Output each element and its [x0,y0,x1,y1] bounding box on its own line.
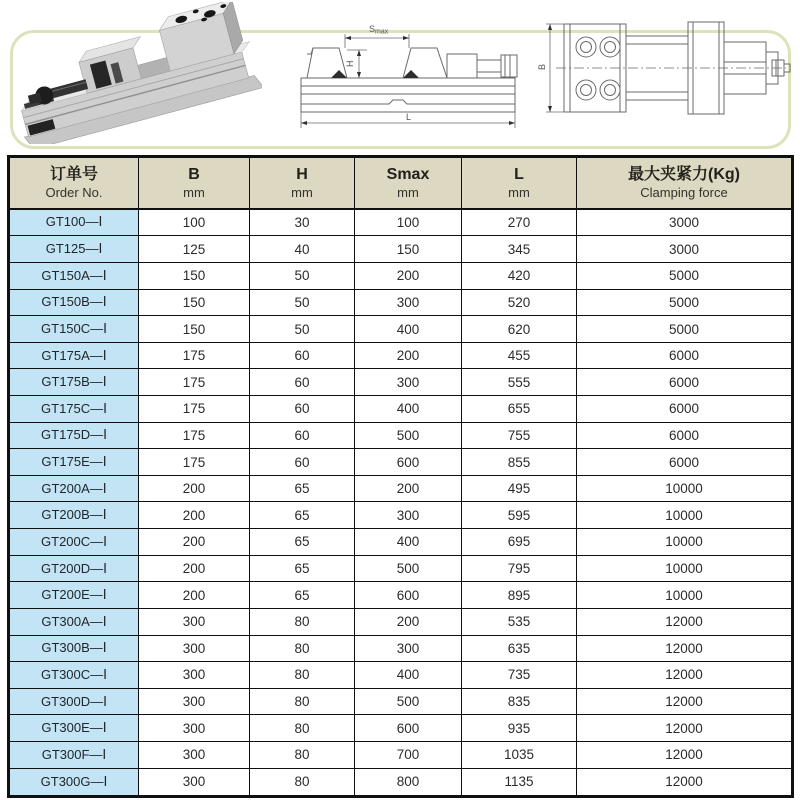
b-cell: 200 [139,529,250,556]
b-dim-label: B [537,63,547,70]
l-cell: 835 [462,688,577,715]
order-no-cell: GT175E—Ⅰ [9,449,139,476]
table-row [9,662,793,689]
l-cell: 695 [462,529,577,556]
table-row [9,529,793,556]
clamping-force-cell: 10000 [577,555,793,582]
smax-cell: 400 [355,662,462,689]
l-cell: 895 [462,582,577,609]
h-cell: 60 [250,449,355,476]
l-cell: 520 [462,289,577,316]
order-no-cell: GT200D—Ⅰ [9,555,139,582]
col-title: B [188,165,200,183]
b-cell: 175 [139,449,250,476]
smax-cell: 150 [355,236,462,263]
smax-cell: 400 [355,396,462,423]
h-cell: 80 [250,608,355,635]
order-no-cell: GT300A—Ⅰ [9,608,139,635]
table-row [9,635,793,662]
h-cell: 30 [250,209,355,236]
clamping-force-cell: 5000 [577,316,793,343]
b-cell: 100 [139,209,250,236]
table-row [9,715,793,742]
spec-table [7,155,794,798]
smax-cell: 300 [355,369,462,396]
top-view-drawing [536,14,792,138]
clamping-force-cell: 12000 [577,662,793,689]
table-row [9,608,793,635]
table-row [9,236,793,263]
col-header-smax [355,157,462,209]
table-row [9,555,793,582]
l-cell: 635 [462,635,577,662]
smax-cell: 200 [355,608,462,635]
col-subtitle: mm [508,184,530,200]
clamping-force-cell: 6000 [577,422,793,449]
clamping-force-cell: 12000 [577,768,793,796]
b-cell: 200 [139,475,250,502]
l-cell: 345 [462,236,577,263]
clamping-force-cell: 5000 [577,289,793,316]
col-subtitle: mm [291,184,313,200]
spec-table-body [9,209,793,797]
clamping-force-cell: 5000 [577,263,793,290]
table-row [9,316,793,343]
l-cell: 555 [462,369,577,396]
b-cell: 300 [139,635,250,662]
b-cell: 300 [139,768,250,796]
h-dim-label: H [345,60,355,67]
h-cell: 65 [250,502,355,529]
smax-cell: 600 [355,582,462,609]
col-subtitle: Clamping force [640,184,728,200]
h-cell: 80 [250,635,355,662]
smax-cell: 200 [355,342,462,369]
order-no-cell: GT300D—Ⅰ [9,688,139,715]
table-row [9,449,793,476]
smax-cell: 400 [355,316,462,343]
table-row [9,209,793,236]
b-cell: 175 [139,396,250,423]
h-cell: 65 [250,529,355,556]
smax-cell: 600 [355,449,462,476]
clamping-force-cell: 6000 [577,342,793,369]
b-cell: 300 [139,608,250,635]
smax-cell: 600 [355,715,462,742]
b-cell: 150 [139,263,250,290]
b-cell: 175 [139,369,250,396]
clamping-force-cell: 12000 [577,741,793,768]
h-cell: 50 [250,316,355,343]
smax-cell: 300 [355,502,462,529]
col-header-order-no [9,157,139,209]
table-row [9,688,793,715]
l-cell: 495 [462,475,577,502]
table-row [9,289,793,316]
order-no-cell: GT150B—Ⅰ [9,289,139,316]
clamping-force-cell: 10000 [577,475,793,502]
order-no-cell: GT175A—Ⅰ [9,342,139,369]
h-cell: 65 [250,475,355,502]
col-subtitle: mm [397,184,419,200]
h-cell: 65 [250,555,355,582]
col-title: H [296,165,308,183]
clamping-force-cell: 10000 [577,502,793,529]
h-cell: 80 [250,768,355,796]
order-no-cell: GT175C—Ⅰ [9,396,139,423]
b-cell: 300 [139,688,250,715]
col-header-clamping-force [577,157,793,209]
clamping-force-cell: 12000 [577,608,793,635]
smax-cell: 300 [355,289,462,316]
col-title: 订单号 [49,165,98,183]
b-cell: 300 [139,715,250,742]
smax-cell: 500 [355,688,462,715]
h-cell: 80 [250,715,355,742]
clamping-force-cell: 10000 [577,582,793,609]
h-cell: 50 [250,263,355,290]
clamping-force-cell: 12000 [577,688,793,715]
smax-cell: 300 [355,635,462,662]
col-title: 最大夹紧力(Kg) [628,165,740,183]
order-no-cell: GT200A—Ⅰ [9,475,139,502]
b-cell: 150 [139,316,250,343]
col-subtitle: Order No. [45,184,103,200]
table-row [9,342,793,369]
clamping-force-cell: 12000 [577,715,793,742]
b-cell: 300 [139,741,250,768]
table-row [9,768,793,796]
order-no-cell: GT300C—Ⅰ [9,662,139,689]
clamping-force-cell: 3000 [577,236,793,263]
b-cell: 150 [139,289,250,316]
order-no-cell: GT300B—Ⅰ [9,635,139,662]
table-row [9,582,793,609]
l-cell: 655 [462,396,577,423]
h-cell: 80 [250,741,355,768]
table-row [9,369,793,396]
order-no-cell: GT300F—Ⅰ [9,741,139,768]
h-cell: 60 [250,422,355,449]
col-subtitle: mm [183,184,205,200]
table-row [9,741,793,768]
clamping-force-cell: 10000 [577,529,793,556]
smax-cell: 700 [355,741,462,768]
order-no-cell: GT300G—Ⅰ [9,768,139,796]
order-no-cell: GT200C—Ⅰ [9,529,139,556]
smax-cell: 800 [355,768,462,796]
order-no-cell: GT150C—Ⅰ [9,316,139,343]
l-cell: 755 [462,422,577,449]
h-cell: 80 [250,688,355,715]
h-cell: 80 [250,662,355,689]
h-cell: 40 [250,236,355,263]
h-cell: 60 [250,369,355,396]
b-cell: 175 [139,342,250,369]
table-row [9,396,793,423]
header-row [9,157,793,209]
col-header-l [462,157,577,209]
l-cell: 1035 [462,741,577,768]
smax-cell: 100 [355,209,462,236]
order-no-cell: GT150A—Ⅰ [9,263,139,290]
clamping-force-cell: 6000 [577,396,793,423]
b-cell: 300 [139,662,250,689]
h-cell: 65 [250,582,355,609]
l-cell: 620 [462,316,577,343]
smax-dim-label: Smax [369,24,389,36]
smax-cell: 500 [355,422,462,449]
table-row [9,263,793,290]
order-no-cell: GT175D—Ⅰ [9,422,139,449]
l-cell: 735 [462,662,577,689]
order-no-cell: GT125—Ⅰ [9,236,139,263]
l-cell: 455 [462,342,577,369]
l-dim-label: L [406,112,412,122]
order-no-cell: GT200B—Ⅰ [9,502,139,529]
b-cell: 200 [139,502,250,529]
b-cell: 200 [139,555,250,582]
col-header-b [139,157,250,209]
table-row [9,422,793,449]
smax-cell: 400 [355,529,462,556]
clamping-force-cell: 6000 [577,449,793,476]
order-no-cell: GT300E—Ⅰ [9,715,139,742]
smax-cell: 200 [355,263,462,290]
l-cell: 535 [462,608,577,635]
col-title: L [514,165,524,183]
col-header-h [250,157,355,209]
order-no-cell: GT200E—Ⅰ [9,582,139,609]
table-row [9,475,793,502]
l-cell: 1135 [462,768,577,796]
h-cell: 60 [250,342,355,369]
h-cell: 50 [250,289,355,316]
clamping-force-cell: 6000 [577,369,793,396]
l-cell: 935 [462,715,577,742]
order-no-cell: GT175B—Ⅰ [9,369,139,396]
vise-photo [12,2,262,144]
col-title: Smax [386,165,430,183]
order-no-cell: GT100—Ⅰ [9,209,139,236]
l-cell: 855 [462,449,577,476]
table-row [9,502,793,529]
l-cell: 270 [462,209,577,236]
b-cell: 200 [139,582,250,609]
l-cell: 795 [462,555,577,582]
smax-cell: 200 [355,475,462,502]
smax-cell: 500 [355,555,462,582]
h-cell: 60 [250,396,355,423]
l-cell: 420 [462,263,577,290]
b-cell: 175 [139,422,250,449]
side-view-drawing [283,20,535,132]
b-cell: 125 [139,236,250,263]
clamping-force-cell: 3000 [577,209,793,236]
clamping-force-cell: 12000 [577,635,793,662]
l-cell: 595 [462,502,577,529]
